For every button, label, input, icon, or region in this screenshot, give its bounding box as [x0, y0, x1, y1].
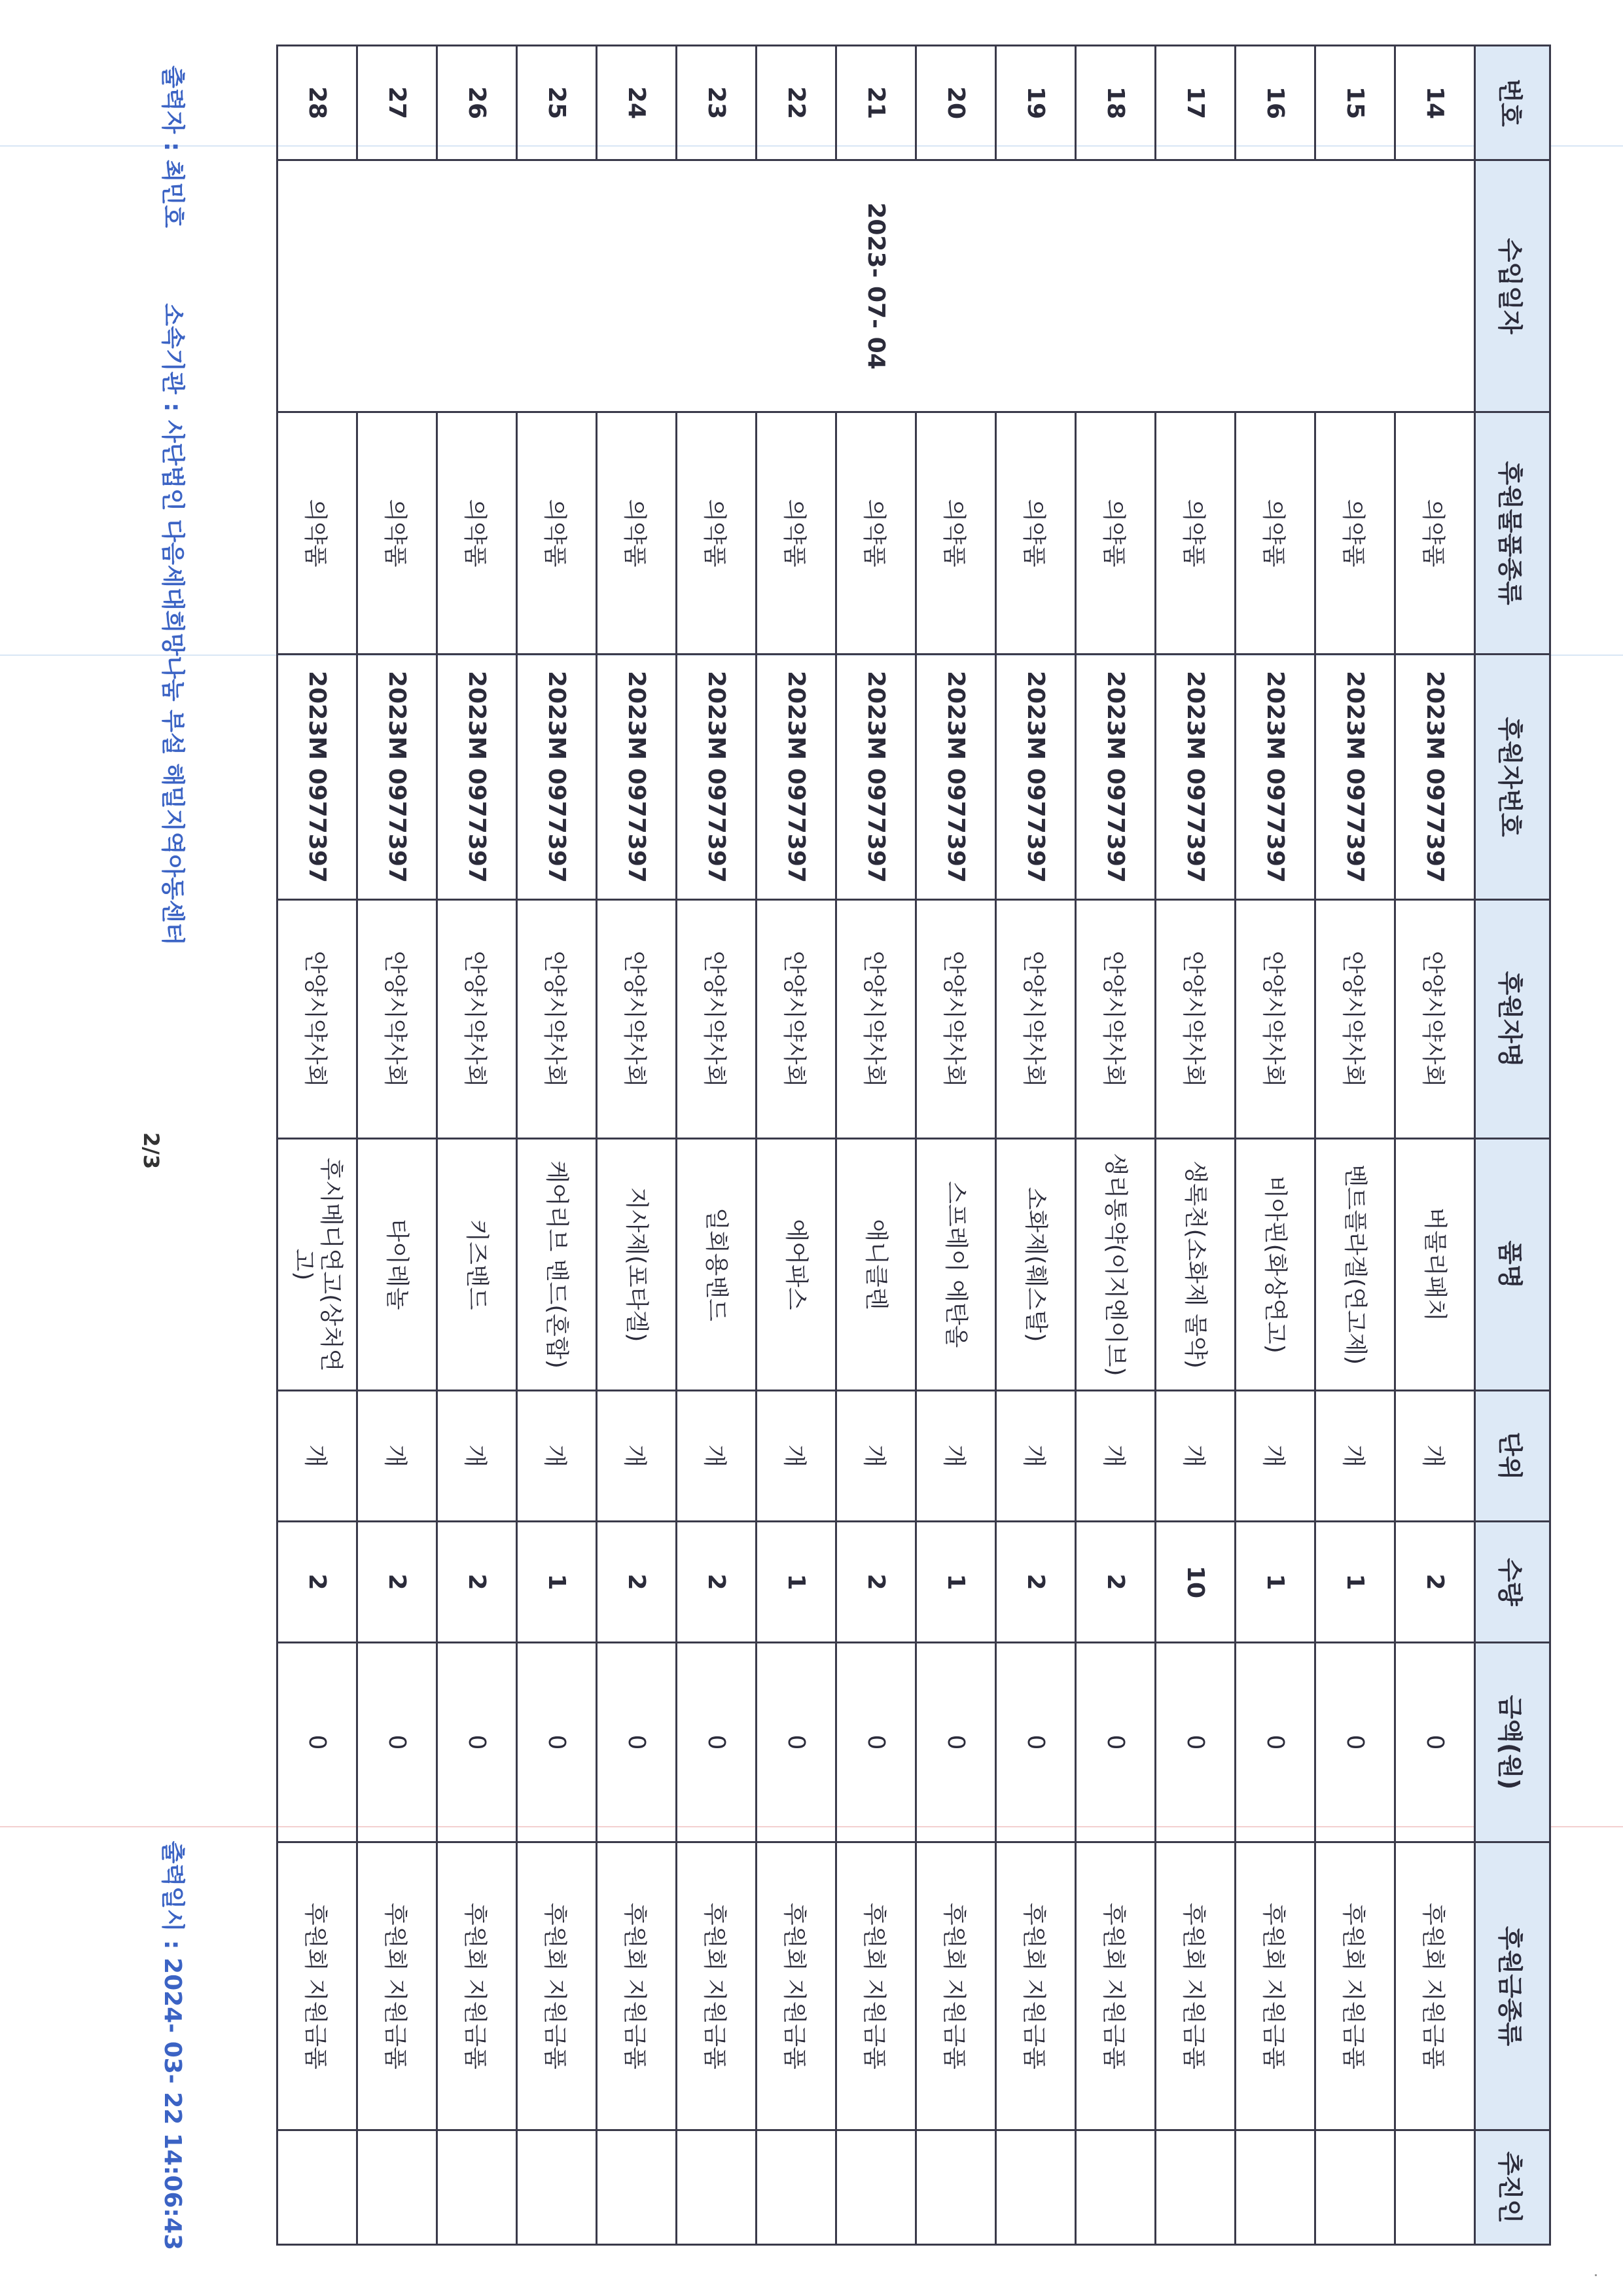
cell-kind: 후원회 지원금품 [1156, 1842, 1236, 2130]
cell-category: 의약품 [1076, 412, 1156, 655]
cell-category: 의약품 [597, 412, 677, 655]
cell-promoter [996, 2130, 1076, 2245]
cell-donor-id: 2023M 0977397 [597, 655, 677, 900]
cell-amount: 0 [1395, 1643, 1475, 1842]
cell-promoter [437, 2130, 517, 2245]
cell-donor-name: 안양시약사회 [1236, 900, 1315, 1139]
header-amount: 금액(원) [1475, 1643, 1550, 1842]
cell-promoter [357, 2130, 437, 2245]
cell-no: 14 [1395, 46, 1475, 160]
header-date: 수입일자 [1475, 160, 1550, 412]
organization: 소속기관 : 사단법인 다음세대희망나눔 부설 해밀지역아동센터 [159, 303, 186, 946]
header-category: 후원물품종류 [1475, 412, 1550, 655]
cell-category: 의약품 [1315, 412, 1395, 655]
cell-category: 의약품 [916, 412, 996, 655]
cell-amount: 0 [916, 1643, 996, 1842]
cell-unit: 개 [916, 1391, 996, 1522]
cell-qty: 2 [437, 1522, 517, 1643]
cell-category: 의약품 [517, 412, 597, 655]
header-no: 번호 [1475, 46, 1550, 160]
cell-amount: 0 [996, 1643, 1076, 1842]
cell-kind: 후원회 지원금품 [1236, 1842, 1315, 2130]
cell-donor-id: 2023M 0977397 [1395, 655, 1475, 900]
cell-kind: 후원회 지원금품 [597, 1842, 677, 2130]
cell-donor-name: 안양시약사회 [357, 900, 437, 1139]
cell-promoter [517, 2130, 597, 2245]
cell-unit: 개 [1076, 1391, 1156, 1522]
cell-promoter [1315, 2130, 1395, 2245]
header-qty: 수량 [1475, 1522, 1550, 1643]
page-number: 2/3 [139, 1132, 164, 1170]
cell-donor-id: 2023M 0977397 [677, 655, 757, 900]
cell-qty: 2 [677, 1522, 757, 1643]
cell-kind: 후원회 지원금품 [1315, 1842, 1395, 2130]
cell-category: 의약품 [1395, 412, 1475, 655]
cell-item: 생록천(소화제 물약) [1156, 1139, 1236, 1391]
cell-no: 27 [357, 46, 437, 160]
cell-amount: 0 [836, 1643, 916, 1842]
cell-item: 타이레놀 [357, 1139, 437, 1391]
cell-kind: 후원회 지원금품 [1395, 1842, 1475, 2130]
cell-promoter [1076, 2130, 1156, 2245]
header-row [1475, 46, 1550, 2245]
header-item: 품명 [1475, 1139, 1550, 1391]
cell-amount: 0 [517, 1643, 597, 1842]
cell-category: 의약품 [996, 412, 1076, 655]
cell-promoter [757, 2130, 836, 2245]
cell-unit: 개 [277, 1391, 357, 1522]
cell-unit: 개 [1315, 1391, 1395, 1522]
cell-qty: 2 [1076, 1522, 1156, 1643]
cell-kind: 후원회 지원금품 [357, 1842, 437, 2130]
cell-unit: 개 [677, 1391, 757, 1522]
table-header [1475, 46, 1550, 2245]
cell-item: 케어리브 밴드(혼합) [517, 1139, 597, 1391]
cell-kind: 후원회 지원금품 [757, 1842, 836, 2130]
cell-unit: 개 [836, 1391, 916, 1522]
cell-item: 비아핀(화상연고) [1236, 1139, 1315, 1391]
cell-category: 의약품 [357, 412, 437, 655]
cell-promoter [1236, 2130, 1315, 2245]
cell-qty: 2 [597, 1522, 677, 1643]
table-row [1395, 46, 1475, 2245]
cell-kind: 후원회 지원금품 [437, 1842, 517, 2130]
cell-donor-name: 안양시약사회 [916, 900, 996, 1139]
cell-category: 의약품 [757, 412, 836, 655]
cell-donor-name: 안양시약사회 [437, 900, 517, 1139]
cell-promoter [1156, 2130, 1236, 2245]
cell-promoter [597, 2130, 677, 2245]
printed-by: 출력자 : 최민호 [159, 65, 186, 228]
header-donor-name: 후원자명 [1475, 900, 1550, 1139]
cell-donor-id: 2023M 0977397 [277, 655, 357, 900]
cell-donor-name: 안양시약사회 [1395, 900, 1475, 1139]
cell-category: 의약품 [1156, 412, 1236, 655]
cell-donor-id: 2023M 0977397 [1315, 655, 1395, 900]
cell-donor-id: 2023M 0977397 [836, 655, 916, 900]
cell-donor-name: 안양시약사회 [597, 900, 677, 1139]
cell-category: 의약품 [677, 412, 757, 655]
cell-promoter [916, 2130, 996, 2245]
cell-date: 2023- 07- 04 [277, 160, 1475, 412]
cell-donor-id: 2023M 0977397 [996, 655, 1076, 900]
cell-item: 지사제(포타겔) [597, 1139, 677, 1391]
cell-donor-id: 2023M 0977397 [1156, 655, 1236, 900]
footer-left [158, 65, 191, 945]
cell-donor-id: 2023M 0977397 [437, 655, 517, 900]
cell-donor-name: 안양시약사회 [757, 900, 836, 1139]
cell-item: 소화제(훼스탈) [996, 1139, 1076, 1391]
header-donor-id: 후원자번호 [1475, 655, 1550, 900]
cell-unit: 개 [1156, 1391, 1236, 1522]
cell-kind: 후원회 지원금품 [1076, 1842, 1156, 2130]
cell-donor-name: 안양시약사회 [996, 900, 1076, 1139]
cell-kind: 후원회 지원금품 [517, 1842, 597, 2130]
cell-kind: 후원회 지원금품 [836, 1842, 916, 2130]
cell-donor-name: 안양시약사회 [517, 900, 597, 1139]
cell-no: 22 [757, 46, 836, 160]
cell-qty: 1 [517, 1522, 597, 1643]
cell-donor-name: 안양시약사회 [1315, 900, 1395, 1139]
donation-table [276, 45, 1551, 2246]
cell-amount: 0 [677, 1643, 757, 1842]
header-promoter: 추진인 [1475, 2130, 1550, 2245]
cell-donor-name: 안양시약사회 [277, 900, 357, 1139]
cell-item: 스프레이 에탄올 [916, 1139, 996, 1391]
cell-category: 의약품 [1236, 412, 1315, 655]
cell-donor-name: 안양시약사회 [1076, 900, 1156, 1139]
cell-item: 후시메디연고(상처연고) [277, 1139, 357, 1391]
cell-item: 에어파스 [757, 1139, 836, 1391]
cell-item: 벤트플라겔(연고제) [1315, 1139, 1395, 1391]
cell-qty: 2 [996, 1522, 1076, 1643]
cell-amount: 0 [757, 1643, 836, 1842]
cell-category: 의약품 [437, 412, 517, 655]
cell-no: 26 [437, 46, 517, 160]
cell-qty: 1 [1236, 1522, 1315, 1643]
cell-item: 생리통약(이지엔이브) [1076, 1139, 1156, 1391]
cell-no: 21 [836, 46, 916, 160]
cell-donor-id: 2023M 0977397 [357, 655, 437, 900]
cell-amount: 0 [1236, 1643, 1315, 1842]
cell-category: 의약품 [277, 412, 357, 655]
cell-unit: 개 [357, 1391, 437, 1522]
cell-promoter [1395, 2130, 1475, 2245]
cell-no: 19 [996, 46, 1076, 160]
cell-no: 25 [517, 46, 597, 160]
cell-amount: 0 [1156, 1643, 1236, 1842]
cell-kind: 후원회 지원금품 [996, 1842, 1076, 2130]
header-unit: 단위 [1475, 1391, 1550, 1522]
cell-no: 16 [1236, 46, 1315, 160]
cell-donor-name: 안양시약사회 [1156, 900, 1236, 1139]
cell-promoter [836, 2130, 916, 2245]
cell-kind: 후원회 지원금품 [916, 1842, 996, 2130]
header-kind: 후원금종류 [1475, 1842, 1550, 2130]
cell-promoter [677, 2130, 757, 2245]
cell-amount: 0 [277, 1643, 357, 1842]
cell-item: 버물리패치 [1395, 1139, 1475, 1391]
cell-qty: 1 [916, 1522, 996, 1643]
cell-donor-id: 2023M 0977397 [757, 655, 836, 900]
cell-category: 의약품 [836, 412, 916, 655]
cell-no: 28 [277, 46, 357, 160]
cell-qty: 2 [1395, 1522, 1475, 1643]
cell-no: 15 [1315, 46, 1395, 160]
cell-unit: 개 [1236, 1391, 1315, 1522]
cell-no: 24 [597, 46, 677, 160]
cell-amount: 0 [357, 1643, 437, 1842]
cell-qty: 2 [836, 1522, 916, 1643]
cell-unit: 개 [757, 1391, 836, 1522]
cell-amount: 0 [597, 1643, 677, 1842]
cell-donor-id: 2023M 0977397 [916, 655, 996, 900]
cell-no: 23 [677, 46, 757, 160]
corner-mark: · [1586, 2272, 1605, 2278]
cell-qty: 2 [277, 1522, 357, 1643]
cell-amount: 0 [1076, 1643, 1156, 1842]
cell-unit: 개 [437, 1391, 517, 1522]
printed-at: 출력일시 : 2024- 03- 22 14:06:43 [159, 1840, 186, 2250]
cell-promoter [277, 2130, 357, 2245]
cell-unit: 개 [1395, 1391, 1475, 1522]
cell-qty: 10 [1156, 1522, 1236, 1643]
cell-no: 17 [1156, 46, 1236, 160]
cell-item: 키즈밴드 [437, 1139, 517, 1391]
cell-unit: 개 [996, 1391, 1076, 1522]
cell-donor-name: 안양시약사회 [836, 900, 916, 1139]
cell-amount: 0 [437, 1643, 517, 1842]
cell-unit: 개 [517, 1391, 597, 1522]
cell-amount: 0 [1315, 1643, 1395, 1842]
cell-no: 20 [916, 46, 996, 160]
table-body [277, 46, 1475, 2245]
cell-kind: 후원회 지원금품 [277, 1842, 357, 2130]
cell-donor-name: 안양시약사회 [677, 900, 757, 1139]
cell-donor-id: 2023M 0977397 [517, 655, 597, 900]
cell-qty: 1 [757, 1522, 836, 1643]
cell-unit: 개 [597, 1391, 677, 1522]
cell-donor-id: 2023M 0977397 [1236, 655, 1315, 900]
cell-qty: 2 [357, 1522, 437, 1643]
cell-item: 일회용밴드 [677, 1139, 757, 1391]
cell-item: 애니클렌 [836, 1139, 916, 1391]
cell-qty: 1 [1315, 1522, 1395, 1643]
cell-donor-id: 2023M 0977397 [1076, 655, 1156, 900]
cell-no: 18 [1076, 46, 1156, 160]
cell-kind: 후원회 지원금품 [677, 1842, 757, 2130]
